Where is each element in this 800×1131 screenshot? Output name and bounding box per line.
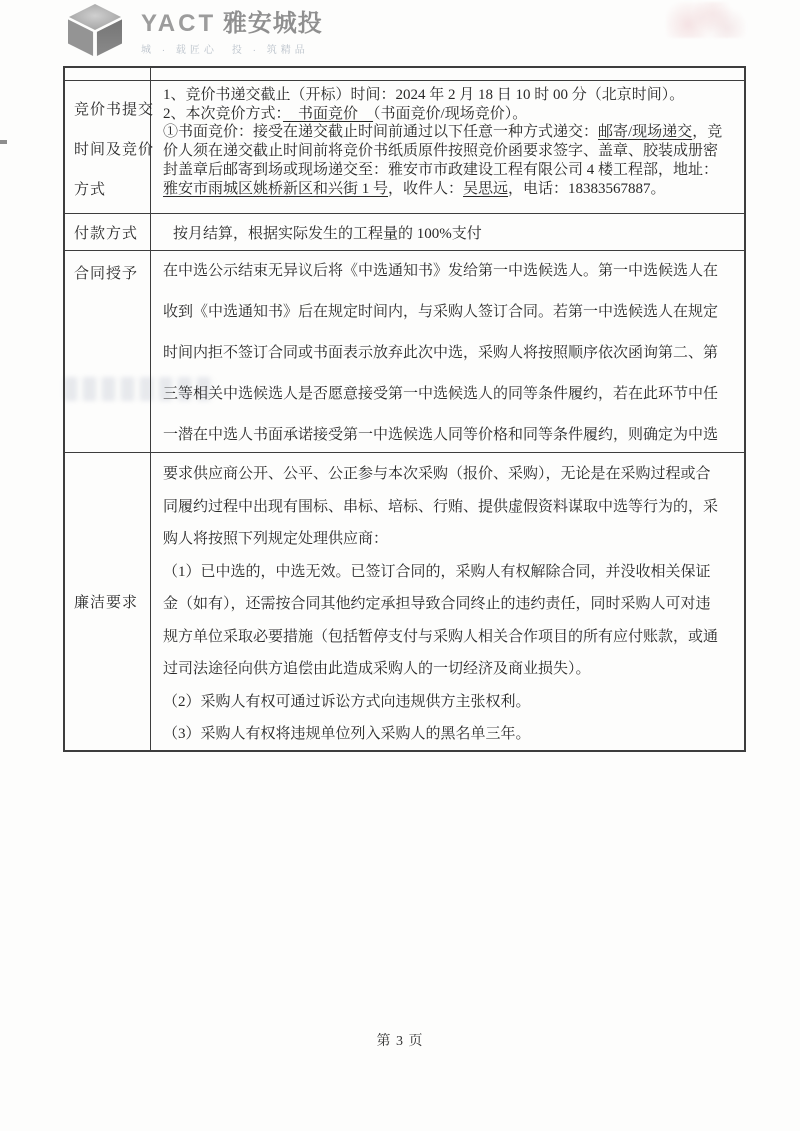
text-line: 要求供应商公开、公平、公正参与本次采购（报价、采购），无论是在采购过程或合 xyxy=(163,466,711,482)
row-label-integrity-requirements xyxy=(65,453,151,750)
row-label-payment-method xyxy=(65,214,151,250)
text-line: （2）采购人有权可通过诉讼方式向违规供方主张权利。 xyxy=(163,693,531,710)
text-line: 一潜在中选人书面承诺接受第一中选候选人同等价格和同等条件履约，则确定为中选 xyxy=(163,427,719,443)
logo-tagline: 城 · 载匠心 投 · 筑精品 xyxy=(141,45,309,56)
text-line: 金（如有），还需按合同其他约定承担导致合同终止的违约责任，同时采购人可对违 xyxy=(163,596,711,612)
logo xyxy=(62,3,323,57)
payment-method-content xyxy=(151,214,744,250)
table-row-empty xyxy=(65,68,744,80)
text-line: 在中选公示结束无异议后将《中选通知书》发给第一中选候选人。第一中选候选人在 xyxy=(163,263,719,279)
logo-yact: YACT xyxy=(141,10,217,37)
integrity-requirements-label: 廉洁要求 xyxy=(74,595,139,611)
scan-artifact-edge-mark xyxy=(0,140,7,144)
logo-text xyxy=(141,3,323,56)
text-line: 价人须在递交截止时间前将竞价书纸质原件按照竞价函要求签字、盖章、胶装成册密 xyxy=(163,143,719,160)
page-number: 第 3 页 xyxy=(376,1034,424,1049)
empty-label-cell xyxy=(65,68,151,80)
table-row-contract-award xyxy=(65,250,744,452)
procurement-conditions-table xyxy=(63,66,746,752)
logo-company-name: 雅安城投 xyxy=(222,10,323,37)
cube-logo-icon xyxy=(62,3,128,57)
logo-title xyxy=(141,11,323,37)
payment-method-label: 付款方式 xyxy=(74,225,139,242)
text-line: 三等相关中选候选人是否愿意接受第一中选候选人的同等条件履约，若在此环节中任 xyxy=(163,386,719,402)
text-line: 时间内拒不签订合同或书面表示放弃此次中选，采购人将按照顺序依次函询第二、第 xyxy=(163,345,719,361)
text-line: 1、竞价书递交截止（开标）时间：2024 年 2 月 18 日 10 时 00 分（北京时间）。 xyxy=(163,87,685,103)
text-line: （1）已中选的，中选无效。已签订合同的，采购人有权解除合同，并没收相关保证 xyxy=(163,563,711,580)
text-line: 同履约过程中出现有围标、串标、培标、行贿、提供虚假资料谋取中选等行为的，采 xyxy=(163,498,719,515)
bid-submission-content xyxy=(151,81,744,213)
empty-content-cell xyxy=(151,68,744,80)
text-line: 时间及竞价 xyxy=(74,142,155,158)
text-line: ①书面竞价：接受在递交截止时间前通过以下任意一种方式递交：邮寄/现场递交，竞 xyxy=(163,124,723,141)
text-line: 购人将按照下列规定处理供应商： xyxy=(163,531,389,547)
contract-award-label: 合同授予 xyxy=(74,266,139,282)
text-line: 2、本次竞价方式： 书面竞价 （书面竞价/现场竞价）。 xyxy=(163,105,528,122)
contract-award-content xyxy=(151,251,744,452)
text-line: 竞价书提交 xyxy=(74,102,155,118)
text-line: （3）采购人有权将违规单位列入采购人的黑名单三年。 xyxy=(163,726,531,742)
text-line: 封盖章后邮寄到场或现场递交至：雅安市市政建设工程有限公司 4 楼工程部，地址： xyxy=(163,161,719,178)
row-label-bid-submission-time-method xyxy=(65,81,155,213)
text-line: 方式 xyxy=(74,182,107,198)
table-row-integrity-requirements xyxy=(65,452,744,750)
row-label-contract-award xyxy=(65,251,151,452)
scan-artifact-pink-speckles xyxy=(666,2,746,38)
text-line: 过司法途径向供方追偿由此造成采购人的一切经济及商业损失）。 xyxy=(163,661,591,677)
table-row-bid-submission xyxy=(65,80,744,213)
payment-method-text: 按月结算，根据实际发生的工程量的 100%支付 xyxy=(173,225,482,242)
table-row-payment-method xyxy=(65,213,744,250)
integrity-requirements-content xyxy=(151,453,744,750)
text-line: 雅安市雨城区姚桥新区和兴街 1 号，收件人：吴思远，电话：18383567887。 xyxy=(163,180,666,197)
text-line: 规方单位采取必要措施（包括暂停支付与采购人相关合作项目的所有应付账款，或通 xyxy=(163,628,719,645)
text-line: 收到《中选通知书》后在规定时间内，与采购人签订合同。若第一中选候选人在规定 xyxy=(163,304,719,320)
